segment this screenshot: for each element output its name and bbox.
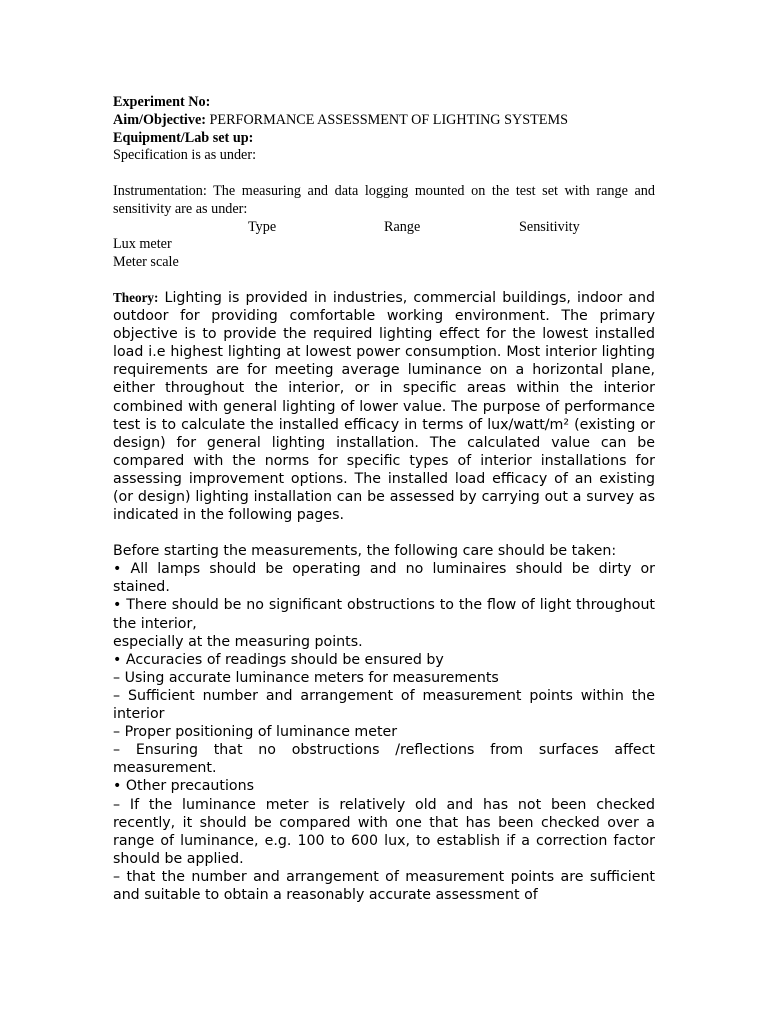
care-item: • All lamps should be operating and no luminaires should be dirty or stained. (113, 561, 655, 596)
care-item: – Using accurate luminance meters for measurements (113, 669, 499, 686)
col-range: Range (384, 218, 421, 235)
document-page (113, 94, 655, 904)
theory-paragraph (113, 289, 655, 524)
col-sensitivity: Sensitivity (519, 218, 580, 235)
specification-text: Specification is as under: (113, 147, 257, 164)
care-intro: Before starting the measurements, the following care should be taken: (113, 543, 617, 560)
instrument-table-header (113, 219, 655, 237)
care-item: • Accuracies of readings should be ensured by (113, 651, 444, 668)
instrumentation-text: Instrumentation: The measuring and data logging mounted on the test set with range and sensitivity are as under: (113, 182, 655, 217)
aim-text: PERFORMANCE ASSESSMENT OF LIGHTING SYSTEMS (205, 111, 568, 128)
row-meter-scale: Meter scale (113, 254, 179, 271)
care-item: – Sufficient number and arrangement of measurement points within the interior (113, 687, 655, 723)
col-type: Type (248, 218, 277, 235)
care-item: – Proper positioning of luminance meter (113, 724, 398, 741)
care-item: • There should be no significant obstructions to the flow of light throughout the interior, (113, 597, 655, 632)
row-lux-meter: Lux meter (113, 236, 172, 253)
care-item: – If the luminance meter is relatively old and has not been checked recently, it should be compared with one that has been checked over a range of luminance, e.g. 100 to 600 lux, to establish if a correction factor should be applied. (113, 796, 655, 867)
aim-line (113, 112, 655, 130)
care-item: • Other precautions (113, 778, 254, 795)
care-item: – Ensuring that no obstructions /reflections from surfaces affect measurement. (113, 742, 655, 777)
care-item: – that the number and arrangement of measurement points are sufficient and suitable to obtain a reasonably accurate assessment of (113, 868, 655, 903)
aim-label: Aim/Objective: (113, 111, 206, 128)
header-block (113, 94, 655, 272)
care-item: especially at the measuring points. (113, 633, 363, 650)
experiment-no: Experiment No: (113, 94, 211, 110)
theory-label: Theory: (113, 289, 159, 305)
care-section (113, 542, 655, 904)
theory-text: Lighting is provided in industries, commercial buildings, indoor and outdoor for providing comfortable working environment. The primary objective is to provide the required lighting effect for the lowest installed load i.e highest lighting at lowest power consumption. Most interior lighting requirements are for meeting average luminance on a horizontal plane, either throughout the interior, or in specific areas within the interior combined with general lighting of lower value. The purpose of performance test is to calculate the installed efficacy in terms of lux/watt/m² (existing or design) for general lighting installation. The calculated value can be compared with the norms for specific types of interior installations for assessing improvement options. The installed load efficacy of an existing (or design) lighting installation can be assessed by carrying out a survey as indicated in the following pages. (113, 289, 655, 524)
equipment-label: Equipment/Lab set up: (113, 129, 254, 146)
